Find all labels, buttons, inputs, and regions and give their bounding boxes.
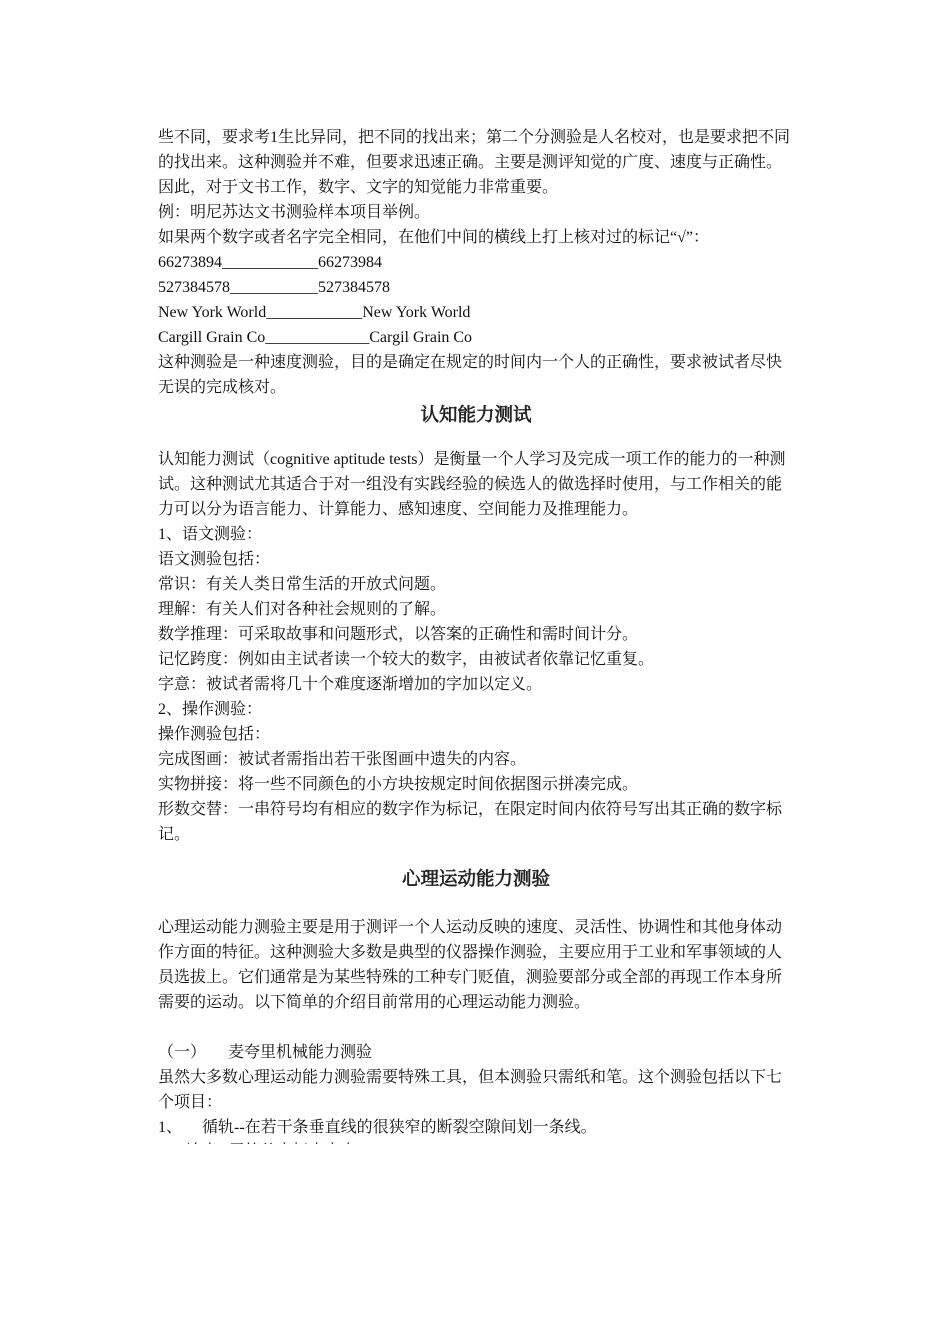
subsection-heading: [158, 1040, 794, 1065]
example-title: 例：明尼苏达文书测验样本项目举例。: [158, 204, 431, 221]
example-item: New York World____________New York World: [158, 304, 471, 321]
example-summary: 这种测验是一种速度测验，目的是确定在规定的时间内一个人的正确性，要求被试者尽快无误的完成核对。: [158, 354, 783, 396]
subsection-title: 麦夸里机械能力测验: [228, 1044, 373, 1061]
psychomotor-intro: 心理运动能力测验主要是用于测评一个人运动反映的速度、灵活性、协调性和其他身体动作方面的特征。这种测验大多数是典型的仪器操作测验，主要应用于工业和军事领域的人员选拔上。它们通常是为某些特殊的工种专门贬值，测验要部分或全部的再现工作本身所需要的运动。以下简单的介绍目前常用的心理运动能力测验。: [158, 919, 783, 1011]
subsection-intro: 虽然大多数心理运动能力测验需要特殊工具，但本测验只需纸和笔。这个测验包括以下七个项目：: [158, 1069, 783, 1111]
item-text: 循轨--在若干条垂直线的很狭窄的断裂空隙间划一条线。: [202, 1119, 597, 1136]
page-bottom-margin: [0, 1144, 950, 1344]
verbal-item: 数学推理：可采取故事和问题形式，以答案的正确性和需时间计分。: [158, 626, 639, 643]
verbal-item: 字意：被试者需将几十个难度逐渐增加的字加以定义。: [158, 676, 543, 693]
performance-item: 实物拼接：将一些不同颜色的小方块按规定时间依据图示拼凑完成。: [158, 776, 639, 793]
intro-paragraph: 些不同，要求考1生比异同，把不同的找出来；第二个分测验是人名校对，也是要求把不同的找出来。这种测验并不难，但要求迅速正确。主要是测评知觉的广度、速度与正确性。因此，对于文书工作，数字、文字的知觉能力非常重要。: [158, 129, 791, 196]
section-heading-cognitive: 认知能力测试: [420, 405, 532, 426]
performance-test-lead: 操作测验包括：: [158, 726, 271, 743]
subsection-number: （一）: [158, 1044, 207, 1061]
verbal-test-title: 1、语文测验：: [158, 526, 263, 543]
cognitive-intro: 认知能力测试（cognitive aptitude tests）是衡量一个人学习及完成一项工作的能力的一种测试。这种测试尤其适合于对一组没有实践经验的候选人的做选择时使用，与工作相关的能力可以分为语言能力、计算能力、感知速度、空间能力及推理能力。: [158, 451, 786, 518]
enumerated-item: [158, 1115, 794, 1140]
verbal-item: 常识：有关人类日常生活的开放式问题。: [158, 576, 447, 593]
verbal-test-lead: 语文测验包括：: [158, 551, 271, 568]
section-heading-psychomotor: 心理运动能力测验: [401, 869, 550, 890]
example-item: 527384578___________527384578: [158, 279, 390, 296]
example-item: 66273894____________66273984: [158, 254, 382, 271]
document-body: [158, 125, 794, 1140]
verbal-item: 记忆跨度：例如由主试者读一个较大的数字，由被试者依靠记忆重复。: [158, 651, 655, 668]
performance-item: 形数交替：一串符号均有相应的数字作为标记，在限定时间内依符号写出其正确的数字标记。: [158, 801, 783, 843]
blank-line: [158, 1015, 794, 1040]
example-item: Cargill Grain Co_____________Cargil Grain Co: [158, 329, 473, 346]
example-instruction: 如果两个数字或者名字完全相同，在他们中间的横线上打上核对过的标记“√”：: [158, 229, 709, 246]
item-number: 1、: [158, 1119, 183, 1136]
performance-item: 完成图画：被试者需指出若干张图画中遗失的内容。: [158, 751, 527, 768]
performance-test-title: 2、操作测验：: [158, 701, 263, 718]
verbal-item: 理解：有关人们对各种社会规则的了解。: [158, 601, 447, 618]
